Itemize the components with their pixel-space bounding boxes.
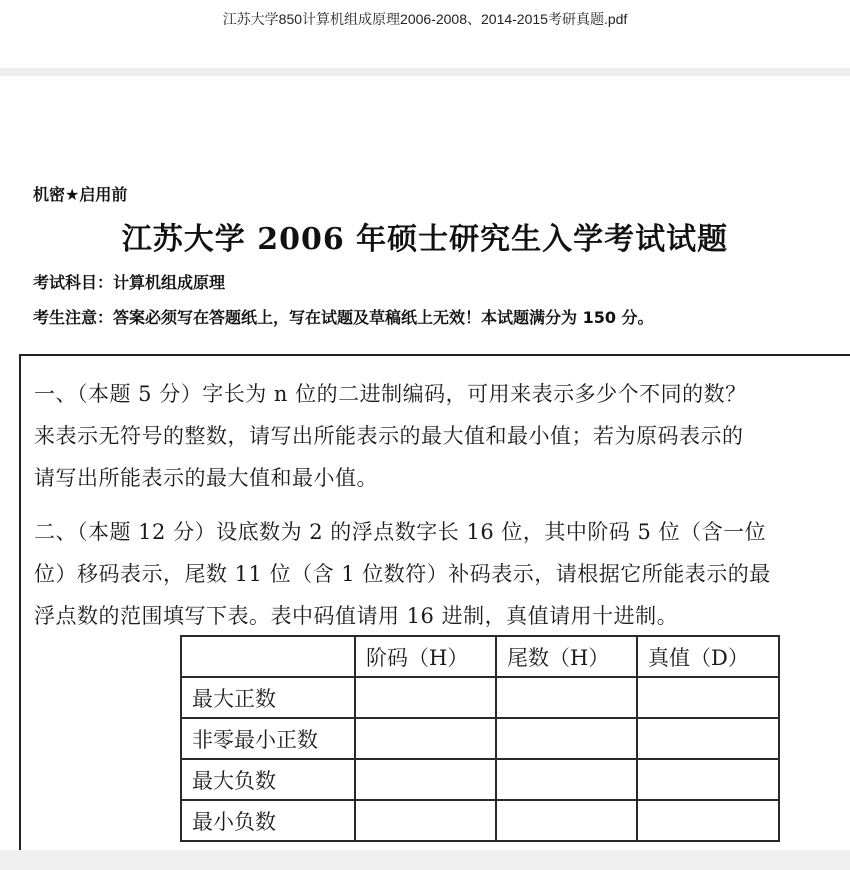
table-cell (637, 718, 779, 759)
table-cell (355, 718, 496, 759)
question-1-line-2: 来表示无符号的整数，请写出所能表示的最大值和最小值；若为原码表示的 (34, 424, 744, 448)
table-header-cell: 真值（D） (637, 636, 779, 677)
question-2-line-2: 位）移码表示，尾数 11 位（含 1 位数符）补码表示，请根据它所能表示的最 (34, 562, 771, 586)
table-header-cell (181, 636, 355, 677)
table-cell (355, 677, 496, 718)
float-range-table (180, 635, 780, 842)
table-header-row (181, 636, 779, 677)
table-cell (496, 800, 637, 841)
pdf-page[interactable] (0, 76, 850, 850)
table-row (181, 800, 779, 841)
secret-mark: 机密★启用前 (33, 185, 128, 204)
exam-title: 江苏大学 2006 年硕士研究生入学考试试题 (121, 222, 729, 257)
table-header-cell: 尾数（H） (496, 636, 637, 677)
table-row-label: 最大正数 (181, 677, 355, 718)
table-cell (355, 759, 496, 800)
table-cell (637, 800, 779, 841)
table-cell (355, 800, 496, 841)
table-cell (496, 677, 637, 718)
table-row-label: 最大负数 (181, 759, 355, 800)
table-header-cell: 阶码（H） (355, 636, 496, 677)
exam-subject: 考试科目：计算机组成原理 (33, 273, 226, 292)
table-row (181, 759, 779, 800)
table-cell (637, 759, 779, 800)
document-filename: 江苏大学850计算机组成原理2006-2008、2014-2015考研真题.pdf (222, 11, 628, 27)
exam-notice: 考生注意：答案必须写在答题纸上，写在试题及草稿纸上无效！本试题满分为 150 分。 (33, 308, 654, 327)
table-row-label: 非零最小正数 (181, 718, 355, 759)
toolbar-separator (0, 68, 850, 76)
table-row (181, 677, 779, 718)
table-row (181, 718, 779, 759)
table-cell (496, 759, 637, 800)
question-1-line-1: 一、（本题 5 分）字长为 n 位的二进制编码，可用来表示多少个不同的数？ (34, 382, 747, 406)
question-2-line-1: 二、（本题 12 分）设底数为 2 的浮点数字长 16 位，其中阶码 5 位（含一位 (34, 520, 767, 544)
table-cell (496, 718, 637, 759)
viewer-header (0, 0, 850, 68)
question-1-line-3: 请写出所能表示的最大值和最小值。 (34, 466, 378, 490)
question-2-line-3: 浮点数的范围填写下表。表中码值请用 16 进制，真值请用十进制。 (34, 604, 679, 628)
table-row-label: 最小负数 (181, 800, 355, 841)
table-cell (637, 677, 779, 718)
page-bottom-separator (0, 850, 850, 870)
